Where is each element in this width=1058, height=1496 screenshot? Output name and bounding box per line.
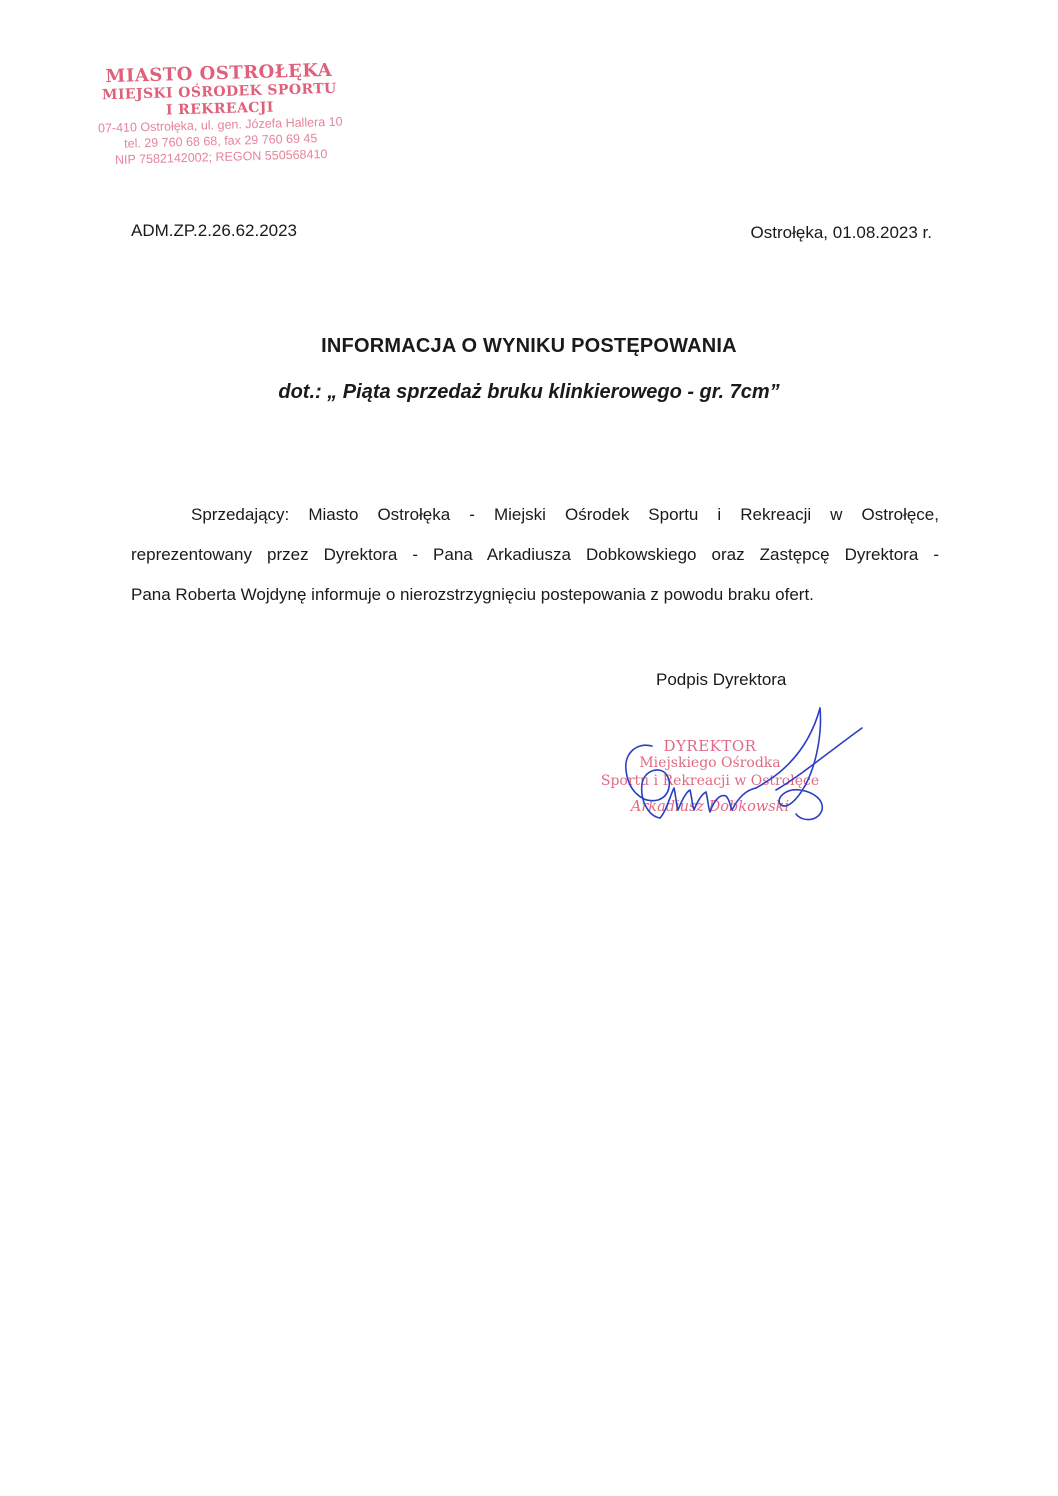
body-line: reprezentowany przez Dyrektora - Pana Arkadiusza Dobkowskiego oraz Zastępcę Dyrektora -: [131, 545, 939, 564]
stamp-institution-name-cont: I REKREACJI: [165, 99, 274, 119]
body-paragraph: [131, 495, 939, 615]
stamp-institution-name: MIEJSKI OŚRODEK SPORTU: [101, 80, 337, 104]
document-title: INFORMACJA O WYNIKU POSTĘPOWANIA: [321, 335, 737, 357]
stamp-address: 07-410 Ostrołęka, ul. gen. Józefa Hallera 10: [97, 114, 343, 136]
handwritten-signature: [600, 700, 870, 830]
body-line: Pana Roberta Wojdynę informuje o nierozstrzygnięciu postepowania z powodu braku ofert.: [131, 585, 814, 604]
director-stamp-line: Miejskiego Ośrodka: [639, 755, 781, 771]
institution-header-stamp: [69, 60, 372, 169]
body-line: Sprzedający: Miasto Ostrołęka - Miejski Ośrodek Sportu i Rekreacji w Ostrołęce,: [191, 505, 939, 524]
signature-label: Podpis Dyrektora: [656, 670, 787, 689]
director-stamp-name: Arkadiusz Dobkowski: [630, 799, 790, 815]
document-date: Ostrołęka, 01.08.2023 r.: [750, 223, 932, 242]
stamp-phone-fax: tel. 29 760 68 68, fax 29 760 69 45: [123, 131, 318, 151]
director-stamp-line: Sportu i Rekreacji w Ostrołęce: [600, 773, 820, 789]
director-stamp-title: DYREKTOR: [663, 737, 757, 755]
document-subtitle: dot.: „ Piąta sprzedaż bruku klinkierowego - gr. 7cm”: [278, 381, 780, 403]
stamp-tax-ids: NIP 7582142002; REGON 550568410: [114, 147, 328, 167]
reference-number: ADM.ZP.2.26.62.2023: [131, 221, 298, 240]
stamp-city-name: MIASTO OSTROŁĘKA: [105, 59, 333, 88]
